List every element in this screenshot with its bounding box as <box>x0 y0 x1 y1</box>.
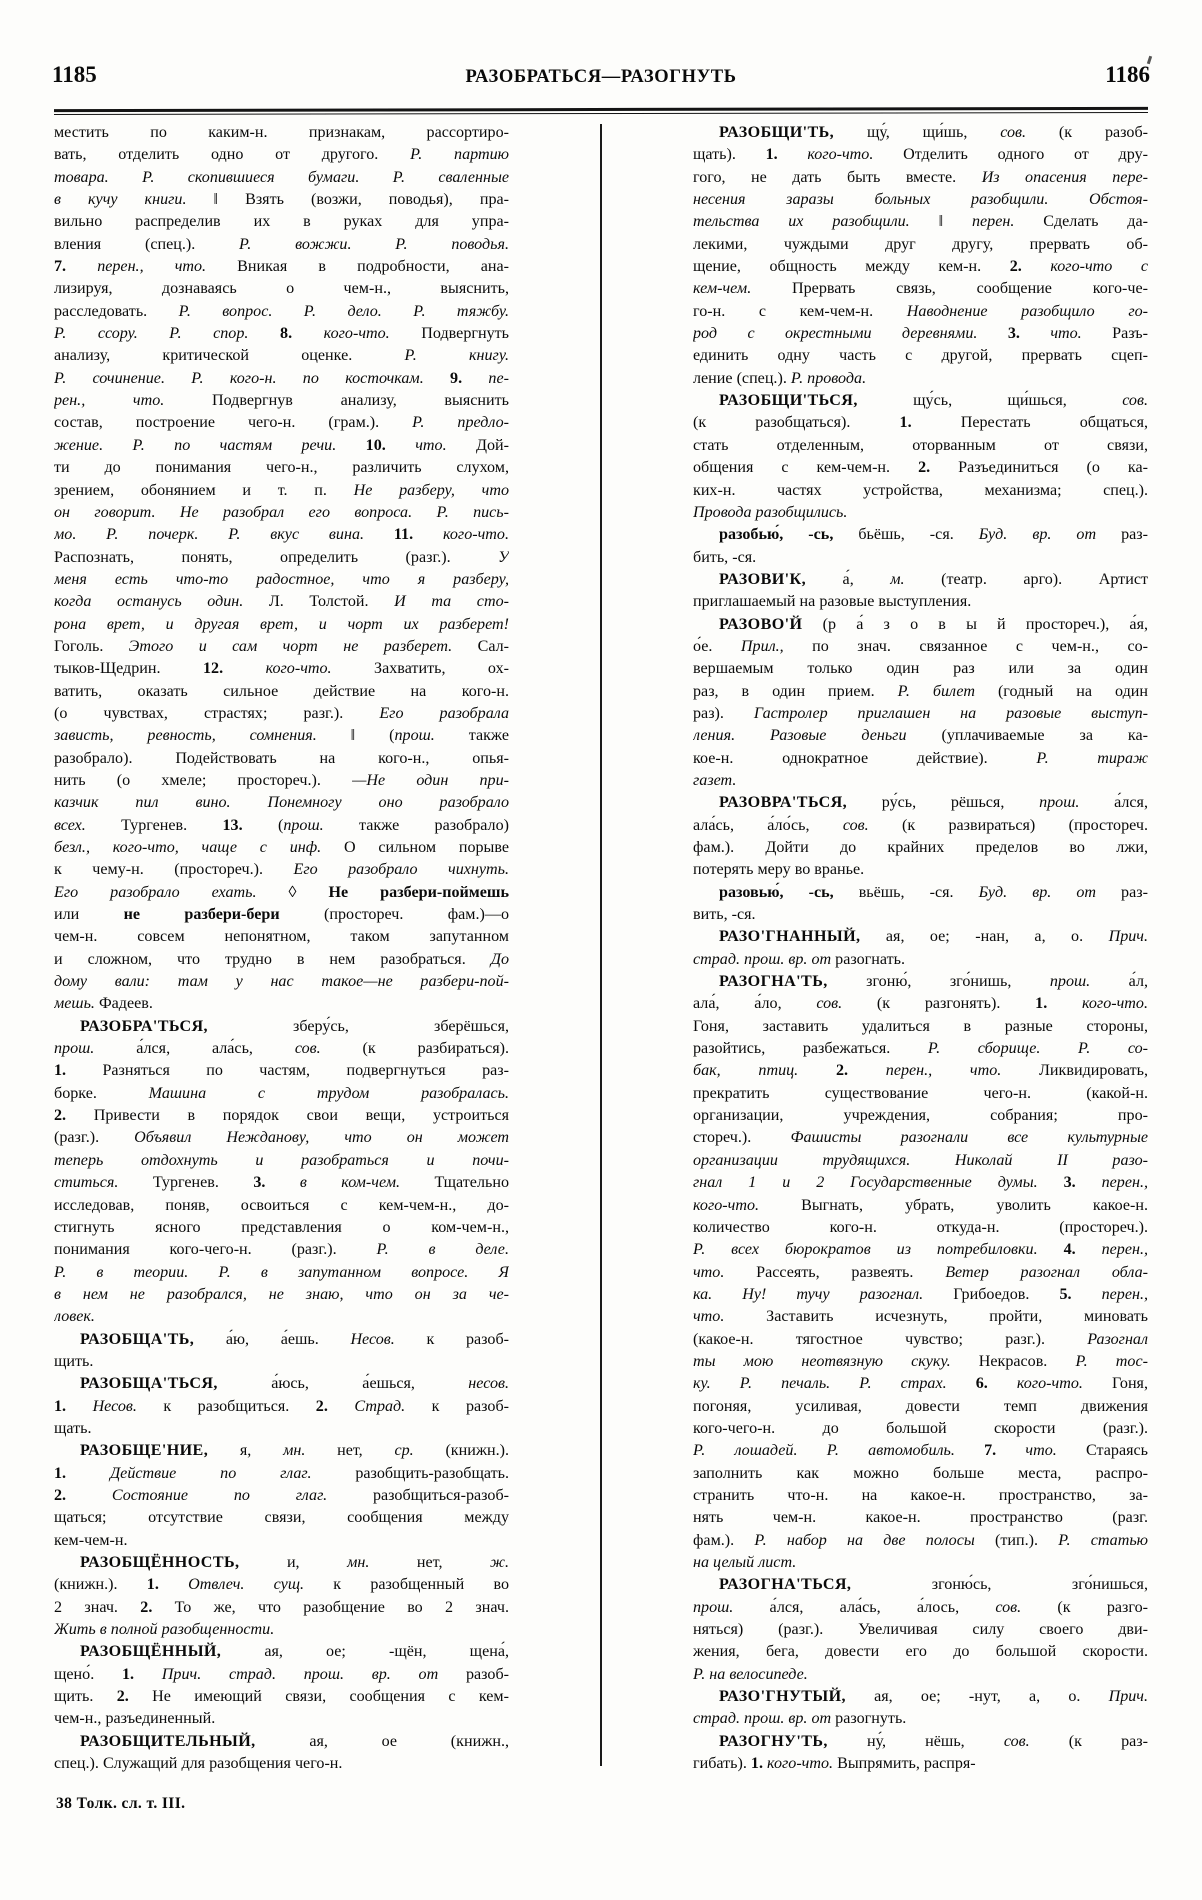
text-line: анализу, критической оценке. Р. книгу. <box>54 347 509 365</box>
entry-line: нять чем-н. какое-н. пространство (разг. <box>693 1509 1148 1527</box>
entry-line: РАЗОБЩЁННЫЙ, ая, ое; -щён, щена́, <box>80 1643 509 1661</box>
text-line: лизируя, дознаваясь о чем-н., выяснить, <box>54 280 509 298</box>
entry-line: род с окрестными деревнями. 3. что. Разъ- <box>693 325 1148 343</box>
entry-line: странить что-н. на какое-н. пространство, за- <box>693 1486 1148 1504</box>
entry-line: понимания кого-чего-н. (разг.). Р. в деле. <box>54 1241 509 1259</box>
entry-line: ления. Разовые деньги (уплачиваемые за ка- <box>693 727 1148 745</box>
entry-line: гибать). 1. кого-что. Выпрямить, распря- <box>693 1755 976 1773</box>
text-line: зависть, ревность, сомнения. ‖ (прош. также <box>54 727 509 745</box>
entry-line: 2 знач. 2. То же, что разобщение во 2 знач. <box>54 1598 509 1616</box>
entry-line: РАЗОВИ'К, а́, м. (театр. арго). Артист <box>719 570 1148 588</box>
text-line: Гоголь. Этого и сам чорт не разберет. Сал- <box>54 637 509 655</box>
entry-line: 2. Состояние по глаг. разобщиться-разоб- <box>54 1486 509 1504</box>
entry-line: вершаемым только один раз или за один <box>693 660 1148 678</box>
entry-line: страд. прош. вр. от разогнуть. <box>693 1710 907 1728</box>
entry-line: тельства их разобщили. ‖ перен. Сделать да- <box>693 213 1148 231</box>
text-line: ватить, оказать сильное действие на кого-н. <box>54 682 509 700</box>
entry-line: несения заразы больных разобщили. Обстоя- <box>693 191 1148 209</box>
text-line: вильно распределив их в руках для упра- <box>54 213 509 231</box>
entry-line: раз, в один прием. Р. билет (годный на один <box>693 682 1148 700</box>
entry-line: Жить в полной разобщенности. <box>54 1621 275 1639</box>
entry-line: гого, не дать быть вместе. Из опасения пере- <box>693 168 1148 186</box>
entry-line: Гоня, заставить удалиться в разные стороны, <box>693 1017 1148 1035</box>
entry-line: на целый лист. <box>693 1554 797 1571</box>
entry-line: щить. <box>54 1352 94 1370</box>
entry-line: организации трудящихся. Николай II разо- <box>693 1151 1148 1169</box>
entry-line: РАЗОБЩИ'ТЬСЯ, щу́сь, щи́шься, сов. <box>719 392 1148 410</box>
text-line: зрением, обонянием и т. п. Не разберу, что <box>54 481 509 499</box>
entry-line: бак, птиц. 2. перен., что. Ликвидировать, <box>693 1062 1148 1080</box>
entry-line: организации, учреждения, собрания; про- <box>693 1107 1148 1125</box>
text-line: 7. перен., что. Вникая в подробности, ана- <box>54 258 509 276</box>
text-line: всех. Тургенев. 13. (прош. также разобрало) <box>54 816 509 834</box>
entry-line: единить одну часть с другой, прервать сцеп- <box>693 347 1148 365</box>
entry-line: щаться; отсутствие связи, сообщения между <box>54 1509 509 1527</box>
entry-line: о́е. Прил., по знач. связанное с чем-н., со- <box>693 637 1148 655</box>
entry-line: заполнить как можно больше места, распро- <box>693 1464 1148 1482</box>
entry-line: 2. Привести в порядок свои вещи, устроиться <box>54 1107 509 1125</box>
entry-line: РАЗО'ГНУТЫЙ, ая, ое; -нут, а, о. Прич. <box>719 1688 1148 1706</box>
entry-line: РАЗОГНУ'ТЬ, ну́, нёшь, сов. (к раз- <box>719 1732 1148 1750</box>
entry-line: РАЗОБЩА'ТЬСЯ, а́юсь, а́ешься, несов. <box>80 1375 509 1393</box>
entry-line: 1. Разняться по частям, подвергнуться раз- <box>54 1062 509 1080</box>
entry-line: страд. прош. вр. от разогнать. <box>693 950 906 968</box>
entry-line: приглашаемый на разовые выступления. <box>693 593 972 611</box>
entry-line: (разг.). Объявил Нежданову, что он может <box>54 1129 509 1147</box>
header-rule-thin <box>54 112 1148 115</box>
entry-line: газет. <box>693 771 737 789</box>
entry-line: РАЗОГНА'ТЬСЯ, згоню́сь, зго́нишься, <box>719 1576 1148 1594</box>
entry-line: ты мою неотвязную скуку. Некрасов. Р. тос- <box>693 1352 1148 1370</box>
entry-line: няться) (разг.). Увеличивая силу своего дви- <box>693 1621 1148 1639</box>
entry-line: фам.). Дойти до крайних пределов во лжи, <box>693 839 1148 856</box>
entry-line: разойтись, разбежаться. Р. сборище. Р. со- <box>693 1040 1148 1058</box>
text-line: рен., что. Подвергнув анализу, выяснить <box>54 392 509 410</box>
text-line: он говорит. Не разобрал его вопроса. Р. пись- <box>54 503 509 521</box>
entry-line: в нем не разобрался, не знаю, что он за че- <box>54 1285 509 1303</box>
entry-line: теперь отдохнуть и разобраться и почи- <box>54 1151 509 1169</box>
text-line: в кучу книги. ‖ Взять (возжи, поводья), пра- <box>54 191 509 209</box>
entry-line: 1. Действие по глаг. разобщить-разобщать. <box>54 1464 509 1482</box>
entry-line: фам.). Р. набор на две полосы (тип.). Р. статью <box>693 1531 1148 1549</box>
entry-line: РАЗОГНА'ТЬ, згоню́, зго́нишь, прош. а́л, <box>719 973 1148 991</box>
entry-line: жения, бега, довести его до большой скорости. <box>693 1643 1148 1661</box>
entry-line: Р. на велосипеде. <box>693 1665 808 1683</box>
entry-line: стать отделенным, оторванным от связи, <box>693 436 1148 454</box>
entry-line: стигнуть ясного представления о ком-чем-н., <box>54 1218 509 1236</box>
text-line: состав, построение чего-н. (грам.). Р. предло- <box>54 414 509 432</box>
text-line: (о чувствах, страстях; разг.). Его разобрала <box>54 704 509 722</box>
entry-line: что. Заставить исчезнуть, пройти, миновать <box>693 1308 1148 1326</box>
text-line: когда останусь один. Л. Толстой. И та сто- <box>54 593 509 611</box>
entry-line: исследовав, поняв, освоиться с кем-чем-н., до- <box>54 1196 509 1214</box>
text-line: ти до понимания чего-н., различить слухом, <box>54 459 509 477</box>
entry-line: гнал 1 и 2 Государственные думы. 3. перен., <box>693 1174 1148 1192</box>
text-line: меня есть что-то радостное, что я разберу, <box>54 570 509 588</box>
entry-line: вить, -ся. <box>693 906 756 924</box>
text-line: товара. Р. скопившиеся бумаги. Р. сваленные <box>54 168 509 186</box>
entry-line: ление (спец.). Р. провода. <box>693 369 867 387</box>
text-line: Р. сочинение. Р. кого-н. по косточкам. 9. пе- <box>54 369 509 387</box>
right-column <box>693 122 1148 1773</box>
text-line: вать, отделить одно от другого. Р. партию <box>54 146 509 164</box>
entry-line: раз). Гастролер приглашен на разовые выступ- <box>693 704 1148 722</box>
entry-line: прош. а́лся, ала́сь, сов. (к разбираться). <box>54 1040 509 1058</box>
running-head <box>52 62 1150 96</box>
text-line: Его разобрало ехать. ◊ Не разбери-поймешь <box>54 883 509 901</box>
text-line: разобрало). Подействовать на кого-н., опья- <box>54 749 509 767</box>
entry-line: кем-чем. Прервать связь, сообщение кого-че- <box>693 280 1148 298</box>
entry-line: РАЗОБРА'ТЬСЯ, зберу́сь, зберёшься, <box>80 1017 509 1035</box>
entry-line: РАЗОБЩА'ТЬ, а́ю, а́ешь. Несов. к разоб- <box>80 1330 509 1348</box>
left-column <box>54 122 509 1773</box>
text-line: рона врет, и другая врет, и чорт их разберет! <box>54 615 509 633</box>
entry-line: РАЗОВО'Й (р а́ з о в ы й простореч.), а́я, <box>719 615 1148 633</box>
entry-line: что. Рассеять, развеять. Ветер разогнал обла- <box>693 1263 1148 1281</box>
text-line: тыков-Щедрин. 12. кого-что. Захватить, ох- <box>54 660 509 678</box>
text-line: дому вали: там у нас такое—не разбери-пой- <box>54 973 509 991</box>
entry-line: лекими, чуждыми друг другу, прервать об- <box>693 235 1148 253</box>
entry-line: ка. Ну! тучу разогнал. Грибоедов. 5. перен., <box>693 1285 1148 1303</box>
column-divider <box>600 124 602 1766</box>
entry-line: ку. Р. печаль. Р. страх. 6. кого-что. Гоня, <box>693 1375 1148 1393</box>
running-title: РАЗОБРАТЬСЯ—РАЗОГНУТЬ <box>465 67 737 87</box>
entry-line: (книжн.). 1. Отвлеч. сущ. к разобщенный во <box>54 1576 509 1594</box>
entry-line: спец.). Служащий для разобщения чего-н. <box>54 1755 343 1773</box>
text-line: вления (спец.). Р. вожжи. Р. поводья. <box>54 235 509 253</box>
text-line: местить по каким-н. признакам, рассортиро- <box>54 124 509 141</box>
text-line: чем-н. совсем непонятном, таком запутанном <box>54 928 509 946</box>
entry-line: общения с кем-чем-н. 2. Разъединиться (о ка- <box>693 459 1148 477</box>
entry-line: РАЗО'ГНАННЫЙ, ая, ое; -нан, а, о. Прич. <box>719 928 1148 946</box>
column-container <box>54 122 1148 1773</box>
entry-line: кем-чем-н. <box>54 1531 128 1549</box>
text-line: Р. ссору. Р. спор. 8. кого-что. Подвергнуть <box>54 325 509 343</box>
entry-line: кого-чего-н. до большой скорости (разг.). <box>693 1419 1148 1437</box>
entry-line: прекратить существование чего-н. (какой-н. <box>693 1084 1148 1102</box>
text-line: мо. Р. почерк. Р. вкус вина. 11. кого-что. <box>54 526 509 544</box>
entry-line: ститься. Тургенев. 3. в ком-чем. Тщательно <box>54 1174 509 1192</box>
entry-line: Провода разобщились. <box>693 503 848 521</box>
entry-line: чем-н., разъединенный. <box>54 1710 216 1728</box>
entry-line: РАЗОБЩИ'ТЬ, щу́, щи́шь, сов. (к разоб- <box>719 124 1148 141</box>
entry-line: го-н. с кем-чем-н. Наводнение разобщило го- <box>693 302 1148 320</box>
text-line: мешь. Фадеев. <box>54 995 153 1013</box>
entry-line: кого-что. Выгнать, убрать, уволить какое-н. <box>693 1196 1148 1214</box>
entry-line: щать). 1. кого-что. Отделить одного от дру- <box>693 146 1148 164</box>
entry-line: разовью́, -сь, вьёшь, -ся. Буд. вр. от раз- <box>719 883 1148 901</box>
text-line: казчик пил вино. Понемногу оно разобрало <box>54 794 509 812</box>
entry-line: РАЗОВРА'ТЬСЯ, ру́сь, рёшься, прош. а́лся, <box>719 794 1148 812</box>
entry-line: ловек. <box>54 1308 95 1326</box>
entry-line: Р. всех бюрократов из потребиловки. 4. перен., <box>693 1241 1148 1259</box>
entry-line: прош. а́лся, ала́сь, а́лось, сов. (к разго- <box>693 1598 1148 1616</box>
entry-line: щено́. 1. Прич. страд. прош. вр. от разоб- <box>54 1665 509 1683</box>
text-line: и сложном, что трудно в нем разобраться. До <box>54 950 509 968</box>
entry-line: РАЗОБЩИТЕЛЬНЫЙ, ая, ое (книжн., <box>80 1732 509 1750</box>
header-rule <box>54 108 1148 115</box>
entry-line: стореч.). Фашисты разогнали все культурные <box>693 1129 1148 1147</box>
text-line: расследовать. Р. вопрос. Р. дело. Р. тяжбу. <box>54 302 509 320</box>
entry-line: ала́, а́ло, сов. (к разгонять). 1. кого-что. <box>693 995 1148 1013</box>
entry-line: погоняя, усиливая, довести темп движения <box>693 1397 1148 1415</box>
entry-line: РАЗОБЩЁННОСТЬ, и, мн. нет, ж. <box>80 1554 509 1571</box>
entry-line: ких-н. частях устройства, механизма; спец.). <box>693 481 1148 499</box>
text-line: безл., кого-что, чаще с инф. О сильном порыве <box>54 839 509 856</box>
folio-left: 1185 <box>52 62 97 87</box>
entry-line: щить. 2. Не имеющий связи, сообщения с кем- <box>54 1688 509 1706</box>
text-line: Распознать, понять, определить (разг.). У <box>54 548 509 566</box>
text-line: нить (о хмеле; простореч.). —Не один при- <box>54 771 509 789</box>
header-rule-thick <box>54 107 1148 112</box>
entry-line: количество кого-н. откуда-н. (простореч.). <box>693 1218 1148 1236</box>
entry-line: Р. лошадей. Р. автомобиль. 7. что. Стараясь <box>693 1442 1148 1460</box>
text-line: жение. Р. по частям речи. 10. что. Дой- <box>54 436 509 454</box>
entry-line: РАЗОБЩЕ'НИЕ, я, мн. нет, ср. (книжн.). <box>80 1442 509 1460</box>
entry-line: борке. Машина с трудом разобралась. <box>54 1084 509 1102</box>
entry-line: ала́сь, а́ло́сь, сов. (к развираться) (простореч. <box>693 816 1148 834</box>
entry-line: разобью́, -сь, бьёшь, -ся. Буд. вр. от раз- <box>719 526 1148 544</box>
entry-line: (какое-н. тягостное чувство; разг.). Разогнал <box>693 1330 1148 1348</box>
entry-line: потерять меру во вранье. <box>693 861 865 879</box>
folio-right: 1186 <box>1105 62 1150 87</box>
text-line: к чему-н. (простореч.). Его разобрало чихнуть. <box>54 861 509 879</box>
entry-line: бить, -ся. <box>693 548 757 566</box>
signature-line: 38 Толк. сл. т. III. <box>56 1795 186 1812</box>
entry-line: (к разобщаться). 1. Перестать общаться, <box>693 414 1148 432</box>
entry-line: кое-н. однократное действие). Р. тираж <box>693 749 1148 767</box>
entry-line: щать. <box>54 1419 92 1437</box>
text-line: или не разбери-бери (простореч. фам.)—о <box>54 906 509 924</box>
entry-line: 1. Несов. к разобщиться. 2. Страд. к разоб- <box>54 1397 509 1415</box>
entry-line: Р. в теории. Р. в запутанном вопросе. Я <box>54 1263 509 1281</box>
entry-line: щение, общность между кем-н. 2. кого-что с <box>693 258 1148 276</box>
